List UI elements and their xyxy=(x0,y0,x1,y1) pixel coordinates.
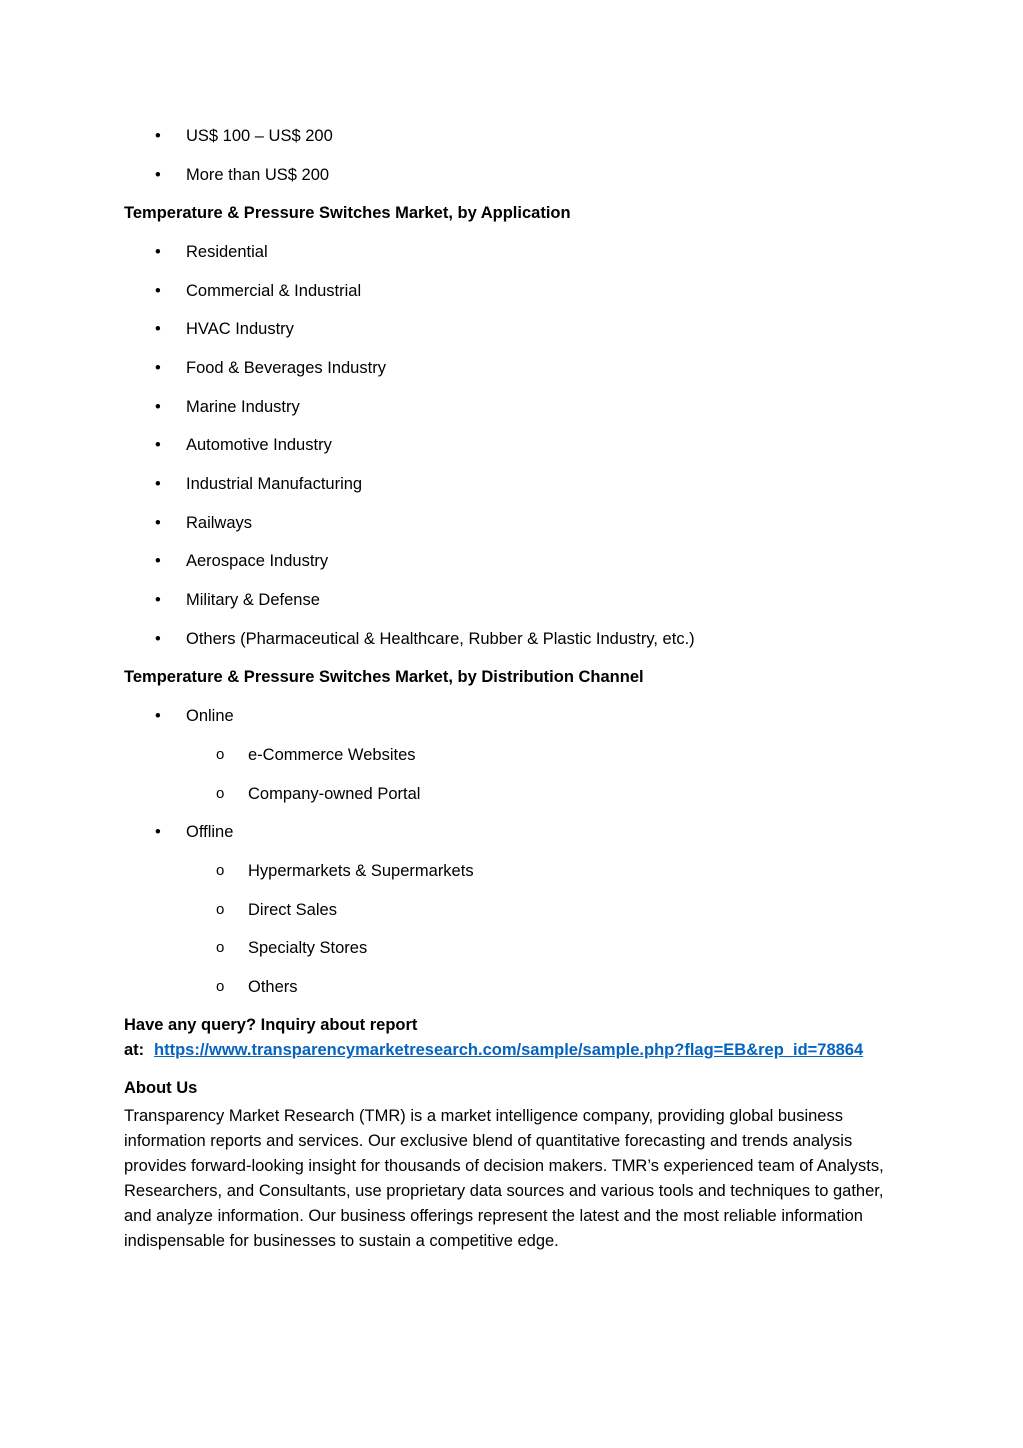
bullet-icon: • xyxy=(155,436,161,454)
list-item: Aerospace Industry xyxy=(186,552,329,570)
sub-list-item: Direct Sales xyxy=(248,901,337,919)
about-heading: About Us xyxy=(124,1079,198,1097)
sub-bullet-icon: o xyxy=(216,862,225,879)
about-paragraph: Transparency Market Research (TMR) is a market intelligence company, providing global business information reports and services. Our exclusive blend of quantitative forecasting and trends analysis provides forward-looking insight for thousands of decision makers. TMR’s experienced team of Analysts, Researchers, and Consultants, use proprietary data sources and various tools and techniques to gather, and analyze information. Our business offerings represent the latest and the most reliable information indispensable for businesses to sustain a competitive edge. xyxy=(124,1107,884,1250)
sub-bullet-icon: o xyxy=(216,901,225,918)
sub-list-item: e-Commerce Websites xyxy=(248,746,416,764)
bullet-icon: • xyxy=(155,127,161,145)
list-item: HVAC Industry xyxy=(186,320,294,338)
sub-list-item: Company-owned Portal xyxy=(248,785,421,803)
list-item-offline: Offline xyxy=(186,823,234,841)
bullet-icon: • xyxy=(155,320,161,338)
list-item: Railways xyxy=(186,514,253,532)
bullet-icon: • xyxy=(155,398,161,416)
list-item: Residential xyxy=(186,243,268,261)
sub-bullet-icon: o xyxy=(216,939,225,956)
list-item: Others (Pharmaceutical & Healthcare, Rubber & Plastic Industry, etc.) xyxy=(186,630,695,648)
bullet-icon: • xyxy=(155,552,161,570)
bullet-icon: • xyxy=(155,359,161,377)
bullet-icon: • xyxy=(155,243,161,261)
list-item: More than US$ 200 xyxy=(186,166,330,184)
bullet-icon: • xyxy=(155,166,161,184)
bullet-icon: • xyxy=(155,823,161,841)
query-prefix: at: xyxy=(124,1041,145,1059)
list-item-online: Online xyxy=(186,707,234,725)
query-text: Have any query? Inquiry about report xyxy=(124,1016,418,1034)
sub-list-item: Others xyxy=(248,978,298,996)
list-item: Automotive Industry xyxy=(186,436,332,454)
sub-bullet-icon: o xyxy=(216,978,225,995)
bullet-icon: • xyxy=(155,630,161,648)
list-item: Marine Industry xyxy=(186,398,300,416)
list-item: US$ 100 – US$ 200 xyxy=(186,127,333,145)
sub-list-item: Specialty Stores xyxy=(248,939,368,957)
list-item: Commercial & Industrial xyxy=(186,282,362,300)
sub-bullet-icon: o xyxy=(216,785,225,802)
section-heading-distribution: Temperature & Pressure Switches Market, by Distribution Channel xyxy=(124,668,644,686)
list-item: Food & Beverages Industry xyxy=(186,359,386,377)
bullet-icon: • xyxy=(155,475,161,493)
sample-report-link[interactable]: https://www.transparencymarketresearch.com/sample/sample.php?flag=EB&rep_id=78864 xyxy=(154,1041,864,1059)
bullet-icon: • xyxy=(155,514,161,532)
bullet-icon: • xyxy=(155,591,161,609)
sub-bullet-icon: o xyxy=(216,746,225,763)
list-item: Industrial Manufacturing xyxy=(186,475,363,493)
list-item: Military & Defense xyxy=(186,591,320,609)
section-heading-application: Temperature & Pressure Switches Market, by Application xyxy=(124,204,571,222)
sub-list-item: Hypermarkets & Supermarkets xyxy=(248,862,474,880)
bullet-icon: • xyxy=(155,282,161,300)
bullet-icon: • xyxy=(155,707,161,725)
